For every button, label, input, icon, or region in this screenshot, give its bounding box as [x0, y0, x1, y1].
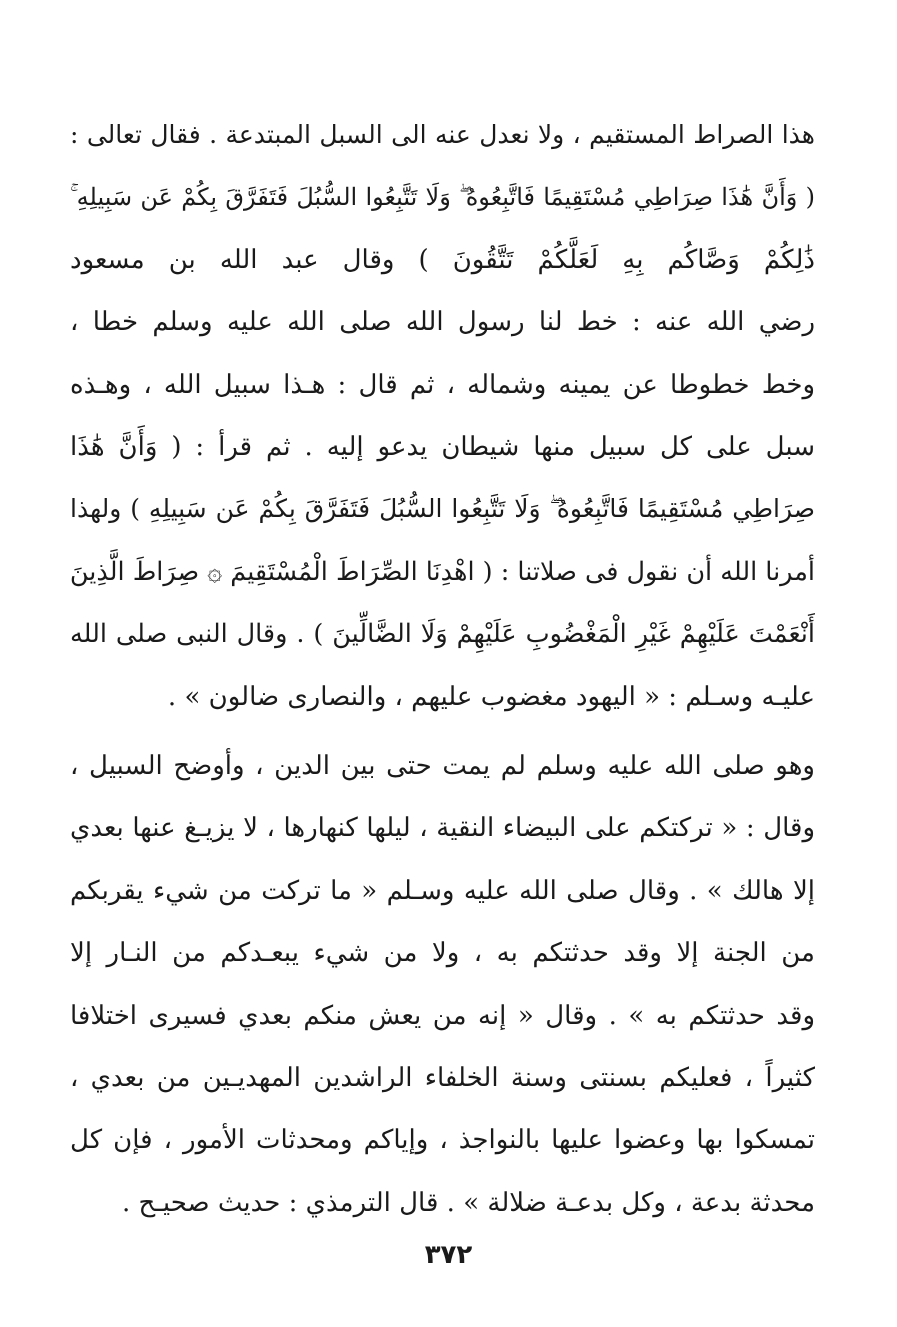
text-line: رضي الله عنه : خط لنا رسول الله صلى الله عليه وسلم خطا ،	[70, 307, 815, 338]
quran-verse-line: ( وَأَنَّ هَٰذَا صِرَاطِي مُسْتَقِيمًا فَاتَّبِعُوهُ ۖ وَلَا تَتَّبِعُوا السُّبُلَ فَتَفَرَّقَ بِكُمْ عَن سَبِيلِهِ ۚ	[70, 183, 815, 212]
text-line: وقال : « تركتكم على البيضاء النقية ، ليلها كنهارها ، لا يزيـغ عنها بعدي	[70, 813, 815, 844]
text-line: وهو صلى الله عليه وسلم لم يمت حتى بين الدين ، وأوضح السبيل ،	[70, 751, 815, 781]
text-line: كثيراً ، فعليكم بسنتى وسنة الخلفاء الراشدين المهديـين من بعدي ،	[70, 1062, 815, 1093]
text-line: ذَٰلِكُمْ وَصَّاكُم بِهِ لَعَلَّكُمْ تَتَّقُونَ ) وقال عبد الله بن مسعود	[70, 244, 815, 275]
paragraph-1	[70, 104, 815, 728]
text-line: هذا الصراط المستقيم ، ولا نعدل عنه الى السبل المبتدعة . فقال تعالى :	[70, 120, 815, 149]
text-line: وخط خطوطا عن يمينه وشماله ، ثم قال : هـذا سبيل الله ، وهـذه	[70, 369, 815, 400]
text-line: إلا هالك » . وقال صلى الله عليه وسـلم « ما تركت من شيء يقربكم	[70, 875, 815, 906]
text-line: محدثة بدعة ، وكل بدعـة ضلالة » . قال الترمذي : حديث صحيـح .	[121, 1187, 815, 1218]
text-line: أمرنا الله أن نقول فى صلاتنا : ( اهْدِنَا الصِّرَاطَ الْمُسْتَقِيمَ ۞ صِرَاطَ الَّذِينَ	[70, 556, 815, 587]
paragraph-2	[70, 735, 815, 1234]
text-line: عليـه وسـلم : « اليهود مغضوب عليهم ، والنصارى ضالون » .	[167, 681, 815, 712]
text-line: وقد حدثتكم به » . وقال « إنه من يعش منكم بعدي فسيرى اختلافا	[70, 1000, 815, 1031]
page-number: ٣٧٢	[424, 1240, 473, 1270]
text-line: من الجنة إلا وقد حدثتكم به ، ولا من شيء يبعـدكم من النـار إلا	[70, 938, 815, 969]
text-line: سبل على كل سبيل منها شيطان يدعو إليه . ثم قرأ : ( وَأَنَّ هَٰذَا	[70, 431, 815, 462]
quran-verse-line: صِرَاطِي مُسْتَقِيمًا فَاتَّبِعُوهُ ۖ وَلَا تَتَّبِعُوا السُّبُلَ فَتَفَرَّقَ بِكُمْ عَن سَبِيلِهِ ) ولهذا	[70, 494, 815, 524]
quran-verse-line: أَنْعَمْتَ عَلَيْهِمْ غَيْرِ الْمَغْضُوبِ عَلَيْهِمْ وَلَا الضَّالِّينَ ) . وقال النبى صلى الله	[70, 619, 815, 650]
text-line: تمسكوا بها وعضوا عليها بالنواجذ ، وإياكم ومحدثات الأمور ، فإن كل	[70, 1125, 815, 1156]
